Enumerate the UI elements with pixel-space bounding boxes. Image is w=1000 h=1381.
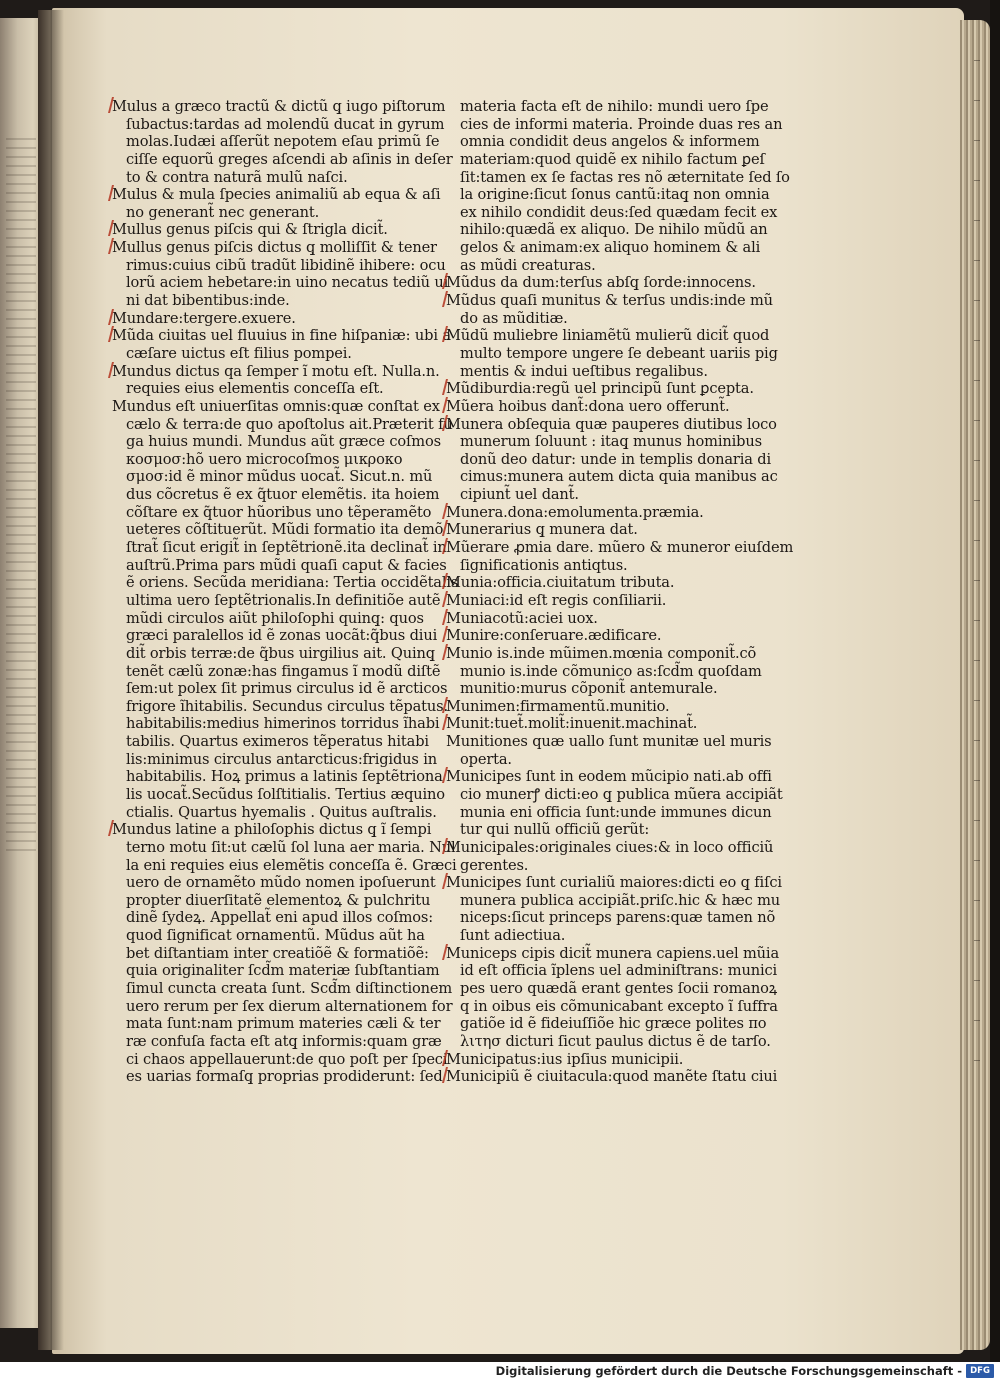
line-text: ſit:tamen ex ſe factas res nõ æternitate ſed ſo xyxy=(460,168,790,186)
text-line xyxy=(446,115,783,134)
line-text: rimus:cuius cibũ tradũt libidinẽ ihibere: ocu xyxy=(126,256,446,274)
digitization-footer xyxy=(0,1362,1000,1381)
line-text: λιτησ dicturi ſicut paulus dictus ẽ de tarſo. xyxy=(460,1032,771,1050)
text-line xyxy=(446,150,765,169)
line-text: cælo & terra:de quo apoſtolus ait.Præterit fu xyxy=(126,415,453,433)
line-text: Municipes ſunt curialiũ maiores:dicti eo q̧ fiſci xyxy=(446,874,782,892)
text-line xyxy=(112,662,441,681)
text-line xyxy=(446,821,756,839)
line-text: Municipiũ ẽ ciuitacula:quod manẽte ſtatu ciui xyxy=(446,1068,778,1086)
text-line xyxy=(112,292,424,310)
line-text: to & contra naturã mulũ naſci. xyxy=(126,168,348,186)
text-line xyxy=(446,733,772,751)
line-text: bet diſtantiam inter creatiõẽ & formatiõẽ: xyxy=(126,944,429,962)
text-line xyxy=(446,450,771,469)
text-line xyxy=(112,150,453,169)
line-text: id eſt officia ĩplens uel adminiſtrans: munici xyxy=(460,962,778,980)
text-line xyxy=(446,98,769,116)
line-text: la origine:ſicut ſonus cantũ:itaq̧ non omnia xyxy=(460,186,770,204)
text-line xyxy=(446,521,756,539)
text-line xyxy=(112,169,424,187)
text-line xyxy=(112,874,436,892)
text-line xyxy=(112,433,441,451)
text-line xyxy=(112,715,440,733)
line-text: mũdi circulos aiũt philoſophi quinq̧: quos xyxy=(126,609,424,627)
text-line xyxy=(446,627,756,645)
line-text: Mullus genus piſcis qui & ſtrigla dicit̃. xyxy=(112,221,388,239)
line-text: terno motu ſit:ut cælũ ſol luna aer maria. Nul xyxy=(126,838,456,856)
line-text: Munera obſequia quæ pauperes diutibus loco xyxy=(446,415,777,433)
line-text: Municipatus:ius ipſius municipii. xyxy=(446,1050,684,1068)
text-line xyxy=(112,256,446,275)
line-text: uero rerum per ſex dierum alternationem for xyxy=(126,997,453,1015)
dfg-logo-icon: DFG xyxy=(966,1364,994,1378)
text-line xyxy=(446,891,781,910)
line-text: mata ſunt:nam primum materies cæli & ter xyxy=(126,1015,441,1033)
text-line xyxy=(112,997,453,1016)
line-text: Mũda ciuitas uel fluuius in fine hiſpaniæ: ubi a xyxy=(112,327,451,345)
line-text: munera publica accipiãt.priſc.hic & hæc mu xyxy=(460,891,781,909)
text-line xyxy=(446,327,770,345)
text-line xyxy=(446,768,772,786)
line-text: lorũ aciem hebetare:in uino necatus tediũ ui xyxy=(126,274,449,292)
line-text: Munimen:firmamentũ.munitio. xyxy=(446,697,670,715)
text-line xyxy=(446,927,756,945)
line-text: gerentes. xyxy=(460,856,529,874)
text-line xyxy=(112,610,424,628)
line-text: Mũdus quaſi munitus & terſus undis:inde mũ xyxy=(446,292,773,310)
line-text: ciſſe equorũ greges aſcendi ab aſinis in deſer xyxy=(126,150,453,168)
text-line xyxy=(112,927,424,945)
text-line xyxy=(112,239,437,257)
text-line xyxy=(112,1032,442,1051)
line-text: Mũdiburdia:regũ uel principũ ſunt ꝑcepta. xyxy=(446,380,754,398)
line-text: Munera.dona:emolumenta.præmia. xyxy=(446,503,704,521)
text-line xyxy=(446,344,778,363)
line-text: molas.Iudæi aſſerũt nepotem eſau primũ ſe xyxy=(126,133,440,151)
text-line xyxy=(446,662,762,681)
line-text: Mullus genus piſcis dictus q̧ molliſſit & tener xyxy=(112,239,437,257)
text-line xyxy=(446,239,761,257)
text-line xyxy=(112,733,429,751)
text-line xyxy=(446,574,756,592)
text-line xyxy=(112,468,433,486)
text-line xyxy=(446,1015,767,1033)
line-text: Muniacotũ:aciei uox. xyxy=(446,609,598,627)
text-line xyxy=(112,680,448,698)
line-text: Mundare:tergere.exuere. xyxy=(112,309,296,327)
text-line xyxy=(446,186,770,204)
text-line xyxy=(112,803,437,822)
line-text: Munia:officia.ciuitatum tributa. xyxy=(446,574,675,592)
text-line xyxy=(446,257,756,275)
text-line xyxy=(446,363,756,381)
line-text: munia eni officia ſunt:unde immunes dicun xyxy=(460,803,772,821)
line-text: niceps:ſicut princeps parens:quæ tamen nõ xyxy=(460,909,776,927)
line-text: uero de ornamẽto mũdo nomen ipoſuerunt xyxy=(126,874,436,892)
text-line xyxy=(112,274,449,292)
text-line xyxy=(112,521,444,539)
text-line xyxy=(446,980,778,998)
line-text: cõſtare ex q̃tuor hũoribus uno tẽperamẽto xyxy=(126,503,432,521)
line-text: cimus:munera autem dicta quia manibus ac xyxy=(460,468,778,486)
line-text: Municipes ſunt in eodem mũcipio nati.ab offi xyxy=(446,768,772,786)
line-text: Municeps cipis dicit̃ munera capiens.uel mũia xyxy=(446,944,780,962)
line-text: ſtrat̃ ſicut erigit̃ in ſeptẽtrionẽ.ita declinat̃ in xyxy=(126,539,447,557)
text-line xyxy=(446,909,776,927)
text-column-right xyxy=(446,98,794,1086)
text-line xyxy=(112,415,453,434)
text-line xyxy=(446,380,756,398)
text-line xyxy=(446,168,790,187)
text-line xyxy=(446,962,778,980)
line-text: es uarias formaſq̧ proprias prodiderunt: ſed xyxy=(126,1068,443,1086)
text-line xyxy=(446,838,774,857)
text-line xyxy=(446,997,778,1016)
line-text: σμοσ:id ẽ minor mũdus uocat̃. Sicut.n. mũ xyxy=(126,468,433,486)
text-line xyxy=(446,292,773,310)
line-text: gelos & animam:ex aliquo hominem & ali xyxy=(460,239,761,257)
text-line xyxy=(112,1015,441,1033)
text-line xyxy=(112,627,438,645)
text-line xyxy=(446,274,756,292)
line-text: ci chaos appellauerunt:de quo poſt per ſpeci xyxy=(126,1050,448,1068)
text-line xyxy=(112,591,441,610)
line-text: κοσμοσ:hõ uero microcoſmos μικροκο xyxy=(126,450,403,468)
text-line xyxy=(446,1068,778,1086)
text-line xyxy=(112,503,432,522)
text-line xyxy=(112,221,424,239)
text-line xyxy=(112,556,447,575)
text-line xyxy=(112,310,424,328)
text-line xyxy=(112,345,424,363)
text-line xyxy=(446,592,756,610)
line-text: tabilis. Quartus eximeros tẽperatus hitabi xyxy=(126,733,429,751)
line-text: multo tempore ungere ſe debeant uariis pig xyxy=(460,344,778,362)
line-text: ſem:ut polex ſit primus circulus id ẽ arcticos xyxy=(126,680,448,698)
line-text: ſignificationis antiqtus. xyxy=(460,556,628,574)
text-line xyxy=(112,133,440,151)
line-text: quia originaliter ſcd̃m materiæ ſubſtantiam xyxy=(126,962,440,980)
line-text: requies eius elementis conceſſa eſt. xyxy=(126,380,384,398)
line-text: cio munerꝭ dicti:eo q̧ publica mũera accipiãt xyxy=(460,785,783,803)
line-text: la eni requies eius elemẽtis conceſſa ẽ. Græci xyxy=(126,856,457,874)
text-line xyxy=(112,397,440,416)
text-line xyxy=(112,891,431,910)
text-line xyxy=(112,838,456,857)
line-text: Muniaci:id eſt regis conſiliarii. xyxy=(446,591,667,609)
text-line xyxy=(112,909,434,927)
line-text: Munerarius q̧ munera dat. xyxy=(446,521,638,539)
text-line xyxy=(112,785,445,804)
text-line xyxy=(446,398,756,416)
line-text: ſubactus:tardas ad molendũ ducat in gyrum xyxy=(126,115,445,133)
text-line xyxy=(112,98,446,116)
line-text: ueteres cõſtituerũt. Mũdi formatio ita demõ xyxy=(126,521,444,539)
line-text: materiam:quod quidẽ ex nihilo factum ꝑeſ xyxy=(460,150,765,168)
line-text: mentis & indui ueſtibus regalibus. xyxy=(460,362,708,380)
text-line xyxy=(112,486,440,504)
text-line xyxy=(112,1068,443,1086)
text-line xyxy=(446,433,762,451)
line-text: propter diuerſitatẽ elementoꝝ & pulchritu xyxy=(126,891,431,909)
line-text: lis uocat̃.Secũdus ſolſtitialis. Tertius æquino xyxy=(126,785,445,803)
funding-credit: Digitalisierung gefördert durch die Deutsche Forschungsgemeinschaft - xyxy=(495,1364,962,1378)
line-text: ẽ oriens. Secũda meridiana: Tertia occidẽtalis xyxy=(126,574,459,592)
text-line xyxy=(112,768,443,786)
text-line xyxy=(446,857,756,875)
line-text: munio is.inde cõmunico as:ſcd̃m quoſdam xyxy=(460,662,762,680)
text-line xyxy=(446,310,756,328)
line-text: habitabilis:medius himerinos torridus ĩhabi xyxy=(126,715,440,733)
line-text: dit̃ orbis terræ:de q̃bus uirgilius ait. Quinq̧ xyxy=(126,644,435,662)
line-text: Mulus a græco tractũ & dictũ q̧ iugo piſtorum xyxy=(112,98,446,115)
line-text: tenẽt cælũ zonæ:has fingamus ĩ modũ diſtẽ xyxy=(126,662,441,680)
text-line xyxy=(446,1051,756,1069)
text-line xyxy=(446,944,780,963)
line-text: Mundus latine a philoſophis dictus q̧ ĩ ſempi xyxy=(112,821,432,839)
line-text: Mũdus da dum:terſus abſq̧ ſorde:innocens. xyxy=(446,274,756,292)
line-text: quod ſignificat ornamentũ. Mũdus aũt ha xyxy=(126,927,425,945)
line-text: Mundus eſt uniuerſitas omnis:quæ conſtat ex xyxy=(112,397,440,415)
text-line xyxy=(446,486,756,504)
text-line xyxy=(446,415,777,434)
text-line xyxy=(112,944,429,963)
line-text: lis:minimus circulus antarcticus:frigidus in xyxy=(126,750,437,768)
text-line xyxy=(446,751,756,769)
line-text: pes uero quædã erant gentes ſocii romanoꝝ xyxy=(460,980,778,998)
text-line xyxy=(446,874,782,892)
line-text: ſunt adiectiua. xyxy=(460,927,566,945)
line-text: tur qui nullũ officiũ gerũt: xyxy=(460,821,650,839)
text-line xyxy=(112,697,448,716)
line-text: ga huius mundi. Mundus aũt græce coſmos xyxy=(126,433,441,451)
text-line xyxy=(446,539,794,557)
line-text: Munitiones quæ uallo ſunt munitæ uel muris xyxy=(446,733,772,751)
line-text: q in oibus eis cõmunicabant excepto ĩ ſuffra xyxy=(460,997,778,1015)
line-text: Mũera hoibus dant̃:dona uero offerunt̃. xyxy=(446,397,730,415)
line-text: ctialis. Quartus hyemalis . Quitus auſtralis. xyxy=(126,803,437,821)
text-line xyxy=(112,644,435,663)
line-text: operta. xyxy=(460,750,512,768)
line-text: auſtrũ.Prima pars mũdi quaſi caput & facies xyxy=(126,556,447,574)
line-text: donũ deo datur: unde in templis donaria di xyxy=(460,450,771,468)
text-line xyxy=(446,698,756,716)
text-column-left xyxy=(112,98,459,1086)
text-line xyxy=(112,856,457,875)
line-text: Mũerare ꝓmia dare. mũero & muneror eiuſdem xyxy=(446,539,794,557)
text-line xyxy=(112,1050,448,1069)
text-line xyxy=(446,680,756,698)
text-line xyxy=(446,715,756,733)
text-line xyxy=(446,504,756,522)
line-text: cipiunt̃ uel dant̃. xyxy=(460,486,579,504)
text-line xyxy=(112,115,445,134)
line-text: dus cõcretus ẽ ex q̃tuor elemẽtis. ita hoiem xyxy=(126,486,440,504)
line-text: ræ confuſa facta eſt atq̧ informis:quam græ xyxy=(126,1032,442,1050)
text-line xyxy=(446,133,760,151)
line-text: frigore ĩhitabilis. Secundus circulus tẽpatus. xyxy=(126,697,448,715)
text-line xyxy=(446,645,756,663)
line-text: gatiõe id ẽ fideiuſſiõe hic græce polites πο xyxy=(460,1015,767,1033)
line-text: Munire:conſeruare.ædificare. xyxy=(446,627,662,645)
spine-shadow xyxy=(38,10,64,1350)
line-text: Munio is.inde mũimen.mœnia componit̃.cõ xyxy=(446,644,757,662)
line-text: Mundus dictus qa ſemper ĩ motu eſt. Nulla.n. xyxy=(112,362,440,380)
line-text: ni dat bibentibus:inde. xyxy=(126,292,290,310)
line-text: Mulus & mula ſpecies animaliũ ab equa & aſi xyxy=(112,186,441,204)
line-text: do as mũditiæ. xyxy=(460,309,568,327)
text-line xyxy=(446,221,768,239)
line-text: Municipales:originales ciues:& in loco officiũ xyxy=(446,838,774,856)
text-line xyxy=(112,539,447,557)
text-line xyxy=(446,1032,771,1051)
text-line xyxy=(112,750,437,769)
line-text: no generant̃ nec generant. xyxy=(126,203,320,221)
line-text: græci paralellos id ẽ zonas uocãt:q̃bus diui xyxy=(126,627,438,645)
line-text: munitio:murus cõponit̃ antemurale. xyxy=(460,680,718,698)
text-line xyxy=(446,203,778,222)
text-line xyxy=(112,962,440,980)
line-text: omnia condidit deus angelos & informem xyxy=(460,133,760,151)
text-line xyxy=(112,821,432,839)
text-line xyxy=(112,451,424,469)
text-line xyxy=(112,362,440,381)
line-text: materia facta eſt de nihilo: mundi uero ſpe xyxy=(460,98,769,115)
text-line xyxy=(112,574,459,592)
line-text: cæſare uictus eſt filius pompei. xyxy=(126,344,352,362)
line-text: habitabilis. Hoꝝ primus a latinis ſeptẽtriona xyxy=(126,768,443,786)
text-line xyxy=(446,785,783,804)
line-text: as mũdi creaturas. xyxy=(460,256,596,274)
text-line xyxy=(112,186,441,204)
line-text: dinẽ ſydeꝝ. Appellat̃ eni apud illos coſmos: xyxy=(126,909,434,927)
line-text: nihilo:quædã ex aliquo. De nihilo mũdũ an xyxy=(460,221,768,239)
line-text: munerum ſoluunt : itaq̧ munus hominibus xyxy=(460,433,762,451)
line-text: Mũdũ muliebre liniamẽtũ mulierũ dicit̃ quod xyxy=(446,327,770,345)
text-line xyxy=(112,980,453,998)
line-text: ultima uero ſeptẽtrionalis.In definitiõe autẽ xyxy=(126,591,441,609)
text-line xyxy=(446,803,772,822)
text-line xyxy=(112,327,451,345)
text-line xyxy=(446,557,756,575)
line-text: cies de informi materia. Proinde duas res an xyxy=(460,115,783,133)
text-line xyxy=(112,204,424,222)
line-text: Munit:tuet̃.molit̃:inuenit.machinat̃. xyxy=(446,715,698,733)
text-line xyxy=(112,380,424,398)
line-text: ex nihilo condidit deus:ſed quædam fecit ex xyxy=(460,203,778,221)
text-line xyxy=(446,468,778,486)
text-line xyxy=(446,610,756,628)
line-text: ſimul cuncta creata ſunt. Scd̃m diſtinctionem xyxy=(126,980,453,998)
